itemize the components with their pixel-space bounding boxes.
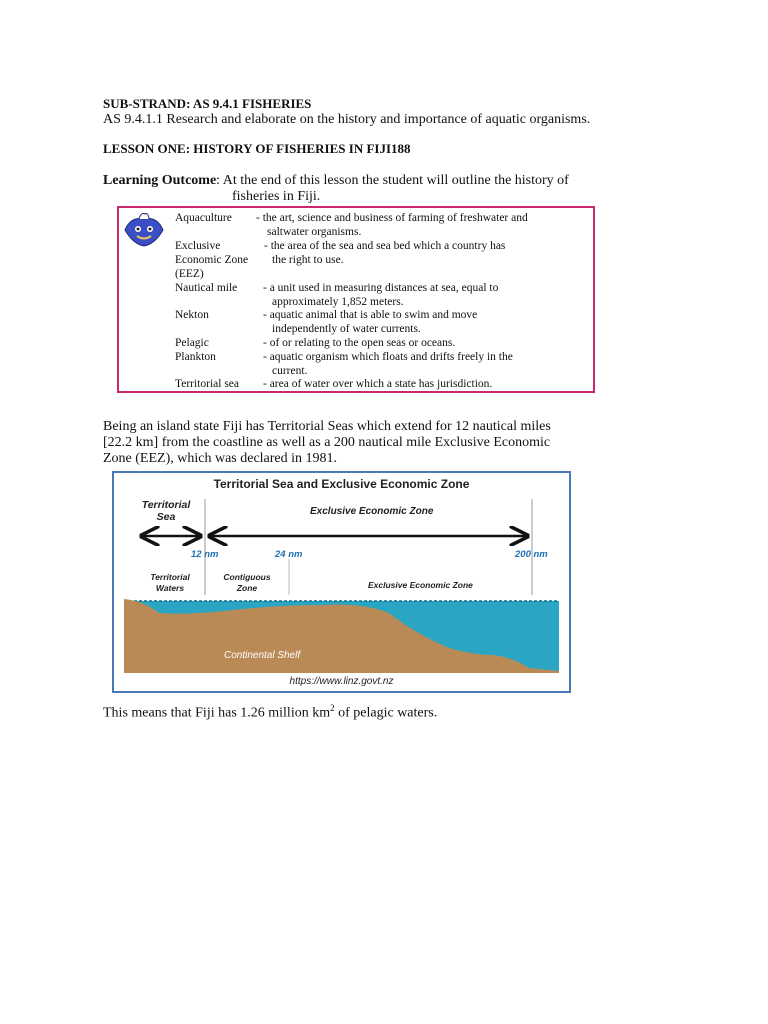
- glossary-term: Plankton: [175, 351, 216, 363]
- diagram-source: https://www.linz.govt.nz: [289, 676, 394, 687]
- lesson-title: LESSON ONE: HISTORY OF FISHERIES IN FIJI188: [103, 141, 411, 156]
- paragraph-line: [22.2 km] from the coastline as well as a 200 nautical mile Exclusive Economic: [103, 435, 551, 450]
- learning-outcome: [103, 172, 569, 189]
- territorial-waters-label-line: Territorial: [150, 572, 190, 582]
- glossary-def: independently of water currents.: [272, 323, 421, 335]
- substrand-title: SUB-STRAND: AS 9.4.1 FISHERIES: [103, 96, 312, 111]
- glossary-term: (EEZ): [175, 268, 204, 280]
- territorial-sea-label-line: Territorial: [141, 499, 191, 511]
- mark-200nm: 200 nm: [515, 549, 548, 560]
- territorial-sea-label-line: Sea: [156, 511, 176, 523]
- glossary-def: - aquatic organism which floats and drifts freely in the: [263, 351, 513, 363]
- conclusion-text-part: of pelagic waters.: [334, 705, 438, 721]
- glossary-def: - area of water over which a state has jurisdiction.: [263, 378, 493, 390]
- outcome-text: : At the end of this lesson the student will outline the history of: [216, 173, 569, 188]
- mark-24nm: 24 nm: [275, 549, 303, 560]
- glossary-box: [117, 206, 595, 393]
- territorial-sea-label: [136, 499, 196, 523]
- glossary-def: - of or relating to the open seas or oceans.: [263, 337, 456, 349]
- continental-shelf-label: Continental Shelf: [224, 650, 301, 661]
- contiguous-zone-label: [219, 572, 275, 594]
- glossary-term: Exclusive: [175, 240, 221, 252]
- glossary-term: Economic Zone: [175, 254, 249, 266]
- eez-label: Exclusive Economic Zone: [310, 506, 434, 517]
- conclusion-superscript: 2: [330, 703, 335, 713]
- glossary-term: Territorial sea: [175, 378, 240, 390]
- outcome-label: Learning Outcome: [103, 173, 217, 188]
- objective-text: AS 9.4.1.1 Research and elaborate on the history and importance of aquatic organisms.: [103, 112, 591, 127]
- conclusion-text: [103, 700, 437, 722]
- eez-lower-label: Exclusive Economic Zone: [368, 580, 473, 590]
- glossary-def: - aquatic animal that is able to swim and move: [263, 309, 478, 321]
- territorial-waters-label-line: Waters: [155, 583, 185, 593]
- glossary-def: the right to use.: [272, 254, 344, 266]
- diagram-title: Territorial Sea and Exclusive Economic Zone: [213, 477, 470, 491]
- glossary-def: - the art, science and business of farming of freshwater and: [256, 212, 528, 224]
- stingray-mascot-icon: [121, 210, 167, 250]
- glossary-def: approximately 1,852 meters.: [272, 296, 404, 308]
- glossary-term: Nautical mile: [175, 282, 238, 294]
- eez-diagram: [112, 471, 571, 693]
- paragraph-line: Zone (EEZ), which was declared in 1981.: [103, 451, 338, 466]
- conclusion-text-part: This means that Fiji has 1.26 million km: [103, 705, 331, 721]
- glossary-def: - a unit used in measuring distances at sea, equal to: [263, 282, 499, 294]
- contiguous-zone-label-line: Contiguous: [223, 572, 271, 582]
- glossary-def: - the area of the sea and sea bed which a country has: [264, 240, 506, 252]
- territorial-waters-label: [144, 572, 196, 594]
- paragraph-line: Being an island state Fiji has Territorial Seas which extend for 12 nautical miles: [103, 419, 551, 434]
- glossary-def: saltwater organisms.: [267, 226, 362, 238]
- glossary-term: Nekton: [175, 309, 209, 321]
- glossary-def: current.: [272, 365, 308, 377]
- mark-12nm: 12 nm: [191, 549, 219, 560]
- outcome-text-cont: fisheries in Fiji.: [232, 189, 321, 204]
- contiguous-zone-label-line: Zone: [236, 583, 258, 593]
- glossary-term: Pelagic: [175, 337, 209, 349]
- glossary-term: Aquaculture: [175, 212, 232, 224]
